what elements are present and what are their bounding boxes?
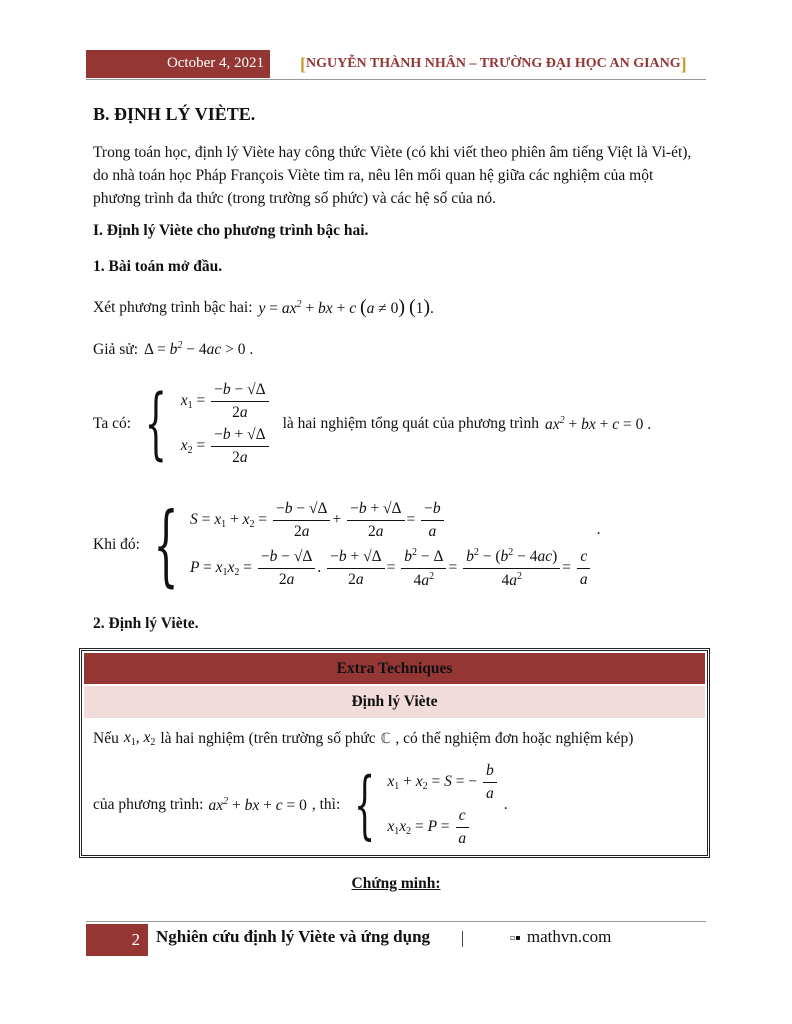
- complex-set-icon: ℂ: [380, 730, 391, 747]
- box-title: Extra Techniques: [84, 653, 705, 684]
- roots-block: [93, 377, 651, 471]
- discriminant-formula: $\Delta = b^2 - 4ac > 0$ .: [144, 340, 254, 358]
- general-roots-text: là hai nghiệm tổng quát của phương trình: [282, 415, 539, 432]
- root-x1: $x_1$ = $\frac{-b - √\Delta}{2a}$: [181, 381, 271, 422]
- theorem-then: , thì:: [311, 796, 341, 813]
- header-date: October 4, 2021: [86, 50, 270, 77]
- footer-separator: [462, 931, 463, 947]
- theorem-line-1: [93, 729, 633, 748]
- proof-title-text: Chứng minh:: [351, 875, 441, 892]
- footer-rule: [86, 921, 706, 922]
- sum-formula: $S = x_1 + x_2$ = $\frac{-b - √\Delta}{2a}$ + $\frac{-b + √\Delta}{2a}$ = $\frac{-b}{a}$: [190, 500, 593, 541]
- theorem-equation: $ax^2$ + bx + c = 0: [208, 795, 307, 814]
- viete-product: $x_1x_2 = P$ = $\frac{c}{a}$: [387, 807, 498, 848]
- proof-title: [0, 875, 792, 893]
- roots-formulas: [181, 381, 271, 467]
- footer-site[interactable]: [510, 927, 611, 947]
- viete-formulas: [387, 762, 498, 848]
- header-date-underline: [86, 77, 270, 78]
- consider-text: Xét phương trình bậc hai:: [93, 298, 253, 316]
- we-have-text: Ta có:: [93, 415, 132, 432]
- theorem-equation-text: của phương trình:: [93, 796, 204, 813]
- product-formula: $P = x_1x_2$ = $\frac{-b - √\Delta}{2a}$ . $\frac{-b + √\Delta}{2a}$ = $\frac{b^2 - \Delta}{4a^2}$ = $\frac{b^2 - (b^2 - 4ac)}{4a^2}$ = $\frac{c}{a}$: [190, 547, 593, 590]
- theorem-if: Nếu: [93, 729, 119, 747]
- header-bracket-close: ]: [680, 53, 687, 74]
- footer-title: Nghiên cứu định lý Viète và ứng dụng: [156, 927, 431, 946]
- subsection-title: I. Định lý Viète cho phương trình bậc hai.: [93, 222, 369, 239]
- equation-line-2: [93, 340, 253, 359]
- root-x2: $x_2$ = $\frac{-b + √\Delta}{2a}$: [181, 426, 271, 467]
- period-mark: .: [503, 796, 508, 813]
- part-1-title: 1. Bài toán mở đầu.: [93, 258, 223, 275]
- sum-product-formulas: [190, 500, 593, 590]
- left-brace-icon: {: [354, 762, 376, 848]
- header-rule: [86, 79, 706, 80]
- then-text: Khi đó:: [93, 536, 140, 553]
- equation-zero: $ax^2$ + bx + c = 0 .: [544, 414, 652, 433]
- assume-text: Giả sử:: [93, 340, 138, 358]
- small-grid-icon: ▫▪: [510, 932, 521, 942]
- section-title: B. ĐỊNH LÝ VIÈTE.: [93, 104, 256, 124]
- theorem-middle: là hai nghiệm (trên trường số phức: [160, 729, 376, 747]
- period-mark: .: [596, 521, 601, 538]
- theorem-line-2: [93, 760, 508, 850]
- header-title-text: NGUYỄN THÀNH NHÂN – TRƯỜNG ĐẠI HỌC AN GIANG: [306, 56, 681, 71]
- viete-sum: $x_1 + x_2 = S$ = − $\frac{b}{a}$: [387, 762, 498, 803]
- sum-product-block: [93, 493, 601, 597]
- equation-line-1: [93, 296, 434, 319]
- footer-site-text[interactable]: mathvn.com: [526, 927, 612, 946]
- intro-paragraph: Trong toán học, định lý Viète hay công thức Viète (có khi viết theo phiên âm tiếng Việt là Vi-ét), do nhà toán học Pháp François Viète tìm ra, nêu lên mối quan hệ giữa các nghiệm của một phương trình đa thức (trong trường số phức) và các hệ số của nó.: [93, 144, 692, 207]
- theorem-suffix: , có thể nghiệm đơn hoặc nghiệm kép): [395, 729, 634, 747]
- page-number: 2: [86, 924, 148, 956]
- box-subtitle: Định lý Viète: [84, 686, 705, 718]
- part-2-title: 2. Định lý Viète.: [93, 615, 199, 632]
- left-brace-icon: {: [144, 379, 168, 469]
- quadratic-equation: $y = ax^2$ + bx + c (a ≠ 0) (1).: [258, 296, 434, 318]
- header-bracket-open: [: [300, 53, 306, 74]
- roots-x1-x2: $x_1$, $x_2$: [123, 729, 156, 748]
- header-title: [300, 52, 700, 76]
- left-brace-icon: {: [153, 493, 179, 596]
